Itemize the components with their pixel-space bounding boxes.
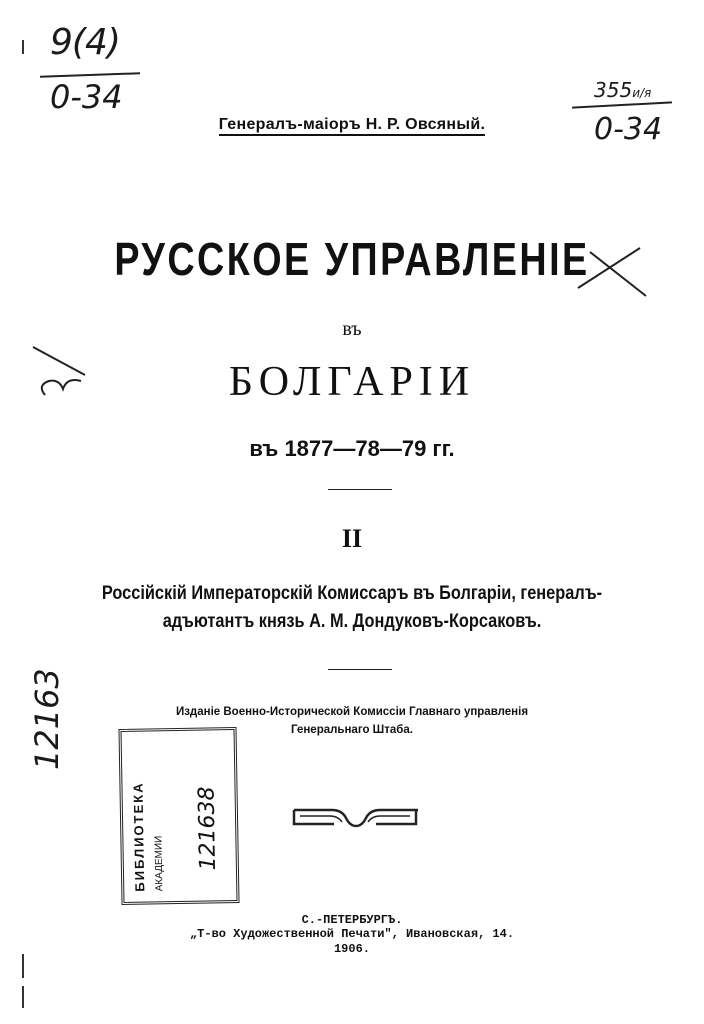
- handwritten-margin-number: 12163: [28, 668, 66, 770]
- title-years: въ 1877—78—79 гг.: [249, 436, 455, 461]
- stamp-text-library: БИБЛИОТЕКА: [130, 781, 148, 892]
- imprint-year: 1906.: [333, 942, 370, 956]
- scan-edge-mark: [22, 954, 24, 978]
- author-line: Генералъ-маіоръ Н. Р. Овсяный.: [0, 116, 704, 134]
- handwritten-shelf-mark-top: 9(4): [50, 22, 120, 63]
- decorative-ornament: [290, 800, 420, 834]
- handwritten-underline-right: [572, 101, 672, 108]
- handwritten-shelf-mark-right: 0-34: [594, 112, 663, 147]
- subtitle-line2: адъютантъ князь А. М. Дондуковъ-Корсаковъ.: [162, 611, 542, 632]
- main-title-line1: РУССКОЕ УПРАВЛЕНІЕ: [114, 233, 590, 285]
- subtitle-line1: Россійскій Императорскій Комиссаръ въ Болгаріи, генералъ-: [101, 583, 603, 604]
- scan-edge-mark: [22, 40, 24, 54]
- stamp-handwritten-number: 121638: [194, 786, 221, 871]
- divider-rule-2: [328, 669, 392, 670]
- imprint-printer: „Т-во Художественной Печати", Ивановская, 14.: [189, 927, 515, 941]
- stamp-text-academy: АКАДЕМИИ: [153, 835, 166, 892]
- imprint-city: С.-ПЕТЕРБУРГЪ.: [301, 913, 403, 927]
- handwritten-shelf-mark-bottom: 0-34: [50, 78, 123, 116]
- divider-rule: [328, 489, 392, 490]
- pen-strike-mark: [570, 238, 650, 298]
- publisher-line1: Изданіе Военно-Исторической Комиссіи Главнаго управленія: [175, 706, 529, 718]
- title-preposition: въ: [342, 318, 362, 340]
- handwritten-underline: [40, 72, 140, 77]
- handwritten-inventory-number: 355и/я: [594, 78, 652, 102]
- volume-number: II: [341, 524, 363, 553]
- library-stamp: [118, 727, 239, 905]
- publisher-line2: Генеральнаго Штаба.: [291, 724, 413, 736]
- main-title-line2: БОЛГАРІИ: [228, 359, 476, 405]
- scan-edge-mark: [22, 986, 24, 1008]
